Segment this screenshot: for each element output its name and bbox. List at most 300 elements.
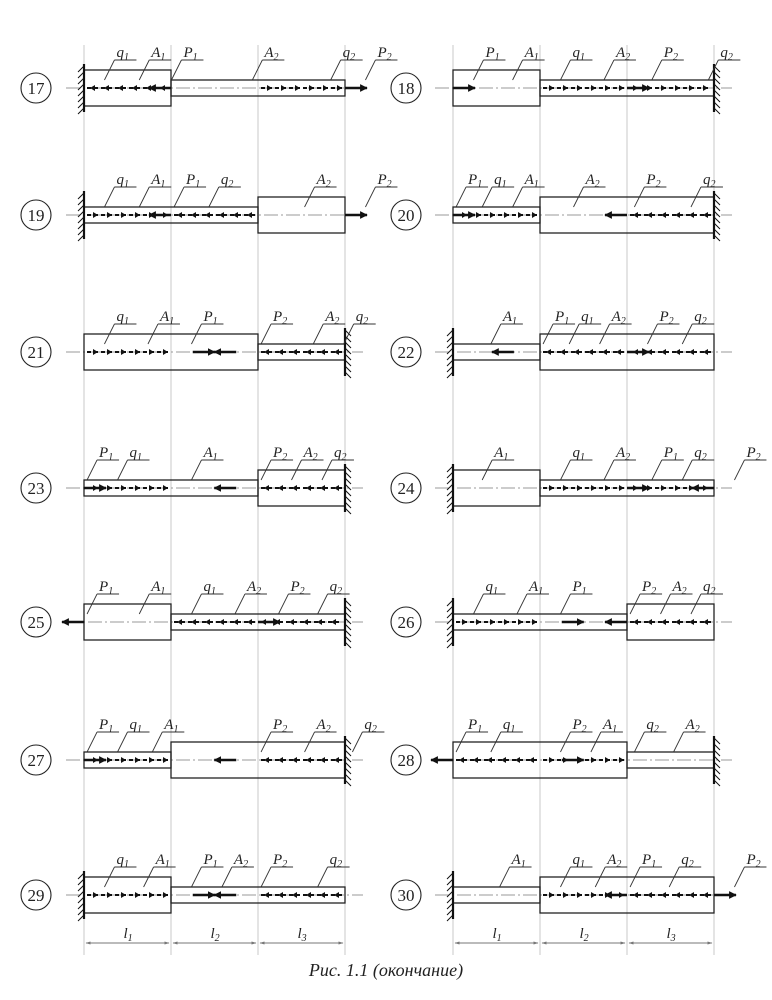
fixed-support-left: [78, 871, 84, 921]
scheme-number-badge: [391, 200, 421, 230]
label-text: $q_1$: [129, 445, 142, 463]
dimension-label: $l_1$: [123, 926, 133, 944]
load-arrowhead: [121, 349, 126, 355]
scheme-number: 28: [397, 751, 415, 770]
label-text: $q_1$: [502, 717, 516, 735]
label-text: $q_1$: [485, 579, 498, 597]
label-text: $q_2$: [646, 717, 659, 735]
load-arrowhead: [661, 212, 666, 218]
label-text: $P_2$: [273, 717, 288, 735]
scheme-number: 26: [397, 613, 415, 632]
load-arrowhead: [605, 485, 610, 491]
load-arrowhead: [149, 349, 154, 355]
label-leader: [456, 187, 466, 207]
dimension-label: $l_3$: [666, 926, 676, 944]
label-text: $P_2$: [663, 45, 678, 63]
load-arrowhead: [135, 757, 140, 763]
label-P2: [261, 852, 293, 887]
load-arrowhead: [295, 85, 300, 91]
dimension-label: $l_2$: [210, 926, 220, 944]
load-arrowhead: [191, 619, 196, 625]
label-leader: [517, 594, 527, 614]
label-P2: [647, 309, 679, 344]
fixed-support-right: [714, 736, 720, 786]
load-arrowhead: [563, 892, 568, 898]
label-P2: [634, 172, 666, 207]
scheme-number: 25: [27, 613, 45, 632]
load-arrowhead: [619, 85, 624, 91]
label-text: $q_1$: [116, 309, 129, 327]
label-leader: [313, 324, 323, 344]
label-q1: [569, 309, 601, 344]
label-text: $A_1$: [151, 45, 166, 63]
load-arrowhead: [689, 85, 694, 91]
fixed-support-right: [345, 598, 351, 648]
label-text: $q_1$: [129, 717, 142, 735]
label-text: $P_1$: [203, 852, 218, 870]
label-leader: [500, 867, 510, 887]
load-arrowhead: [703, 892, 708, 898]
load-arrowhead: [149, 892, 154, 898]
load-arrowhead: [93, 349, 98, 355]
scheme-number-badge: [21, 473, 51, 503]
load-arrowhead: [675, 212, 680, 218]
dimension-label: $l_1$: [492, 926, 502, 944]
label-text: $P_2$: [572, 717, 587, 735]
label-text: $A_1$: [524, 45, 539, 63]
figure-caption: Рис. 1.1 (окончание): [308, 960, 464, 980]
fixed-support-left: [447, 871, 453, 921]
label-text: $q_2$: [681, 852, 694, 870]
label-text: $q_2$: [355, 309, 369, 327]
load-arrowhead: [233, 212, 238, 218]
load-arrowhead: [616, 349, 621, 355]
load-arrowhead: [591, 892, 596, 898]
label-leader: [473, 594, 483, 614]
label-text: $q_1$: [116, 45, 129, 63]
fixed-support-left: [447, 464, 453, 514]
label-text: $A_1$: [164, 717, 179, 735]
label-A2: [235, 579, 267, 614]
scheme-18: [391, 45, 740, 114]
label-q2: [344, 309, 376, 344]
label-P2: [652, 45, 684, 80]
label-leader: [652, 60, 662, 80]
load-arrowhead: [490, 619, 495, 625]
scheme-21: [21, 309, 376, 378]
label-text: $q_2$: [329, 852, 343, 870]
label-P1: [87, 579, 119, 614]
label-text: $q_1$: [116, 172, 129, 190]
label-A1: [591, 717, 623, 752]
load-arrowhead: [490, 212, 495, 218]
scheme-29: [21, 852, 363, 921]
fixed-support-left: [447, 328, 453, 378]
label-text: $q_2$: [329, 579, 343, 597]
label-text: $A_1$: [511, 852, 526, 870]
label-leader: [171, 60, 181, 80]
label-P1: [87, 445, 119, 480]
label-A2: [604, 45, 636, 80]
load-arrowhead: [264, 349, 269, 355]
load-arrowhead: [703, 619, 708, 625]
label-leader: [318, 594, 328, 614]
load-arrowhead: [205, 212, 210, 218]
label-q1: [118, 445, 150, 480]
load-arrowhead: [577, 485, 582, 491]
label-text: $A_1$: [159, 309, 175, 327]
label-text: $P_2$: [377, 172, 392, 190]
load-arrowhead: [121, 485, 126, 491]
fixed-support-left: [78, 64, 84, 114]
load-arrowhead: [689, 619, 694, 625]
load-arrowhead: [337, 85, 342, 91]
load-arrowhead: [619, 757, 624, 763]
label-text: $A_2$: [607, 852, 622, 870]
load-arrowhead: [278, 349, 283, 355]
load-arrowhead: [135, 485, 140, 491]
load-arrowhead: [532, 619, 537, 625]
label-leader: [365, 187, 375, 207]
load-arrowhead: [107, 485, 112, 491]
load-arrowhead: [647, 212, 652, 218]
load-arrowhead: [462, 619, 467, 625]
label-A1: [148, 309, 180, 344]
load-arrowhead: [518, 619, 523, 625]
load-arrowhead: [529, 757, 534, 763]
load-arrowhead: [689, 212, 694, 218]
label-leader: [604, 60, 614, 80]
load-arrowhead: [121, 892, 126, 898]
label-text: $A_2$: [316, 172, 331, 190]
load-arrowhead: [574, 349, 579, 355]
load-arrowhead: [331, 619, 336, 625]
load-arrowhead: [605, 85, 610, 91]
label-q2: [209, 172, 241, 207]
label-q2: [669, 852, 701, 887]
label-q1: [560, 445, 592, 480]
label-P2: [734, 445, 766, 480]
load-arrowhead: [675, 892, 680, 898]
scheme-28: [391, 717, 732, 786]
label-A2: [674, 717, 706, 752]
label-text: $A_1$: [203, 445, 218, 463]
load-arrowhead: [93, 212, 98, 218]
label-leader: [278, 594, 288, 614]
label-A1: [491, 309, 523, 344]
label-leader: [235, 594, 245, 614]
label-leader: [191, 594, 201, 614]
load-arrowhead: [334, 892, 339, 898]
label-q1: [104, 45, 136, 80]
load-arrowhead: [323, 85, 328, 91]
label-text: $P_2$: [377, 45, 392, 63]
scheme-23: [21, 445, 363, 514]
label-text: $q_2$: [364, 717, 377, 735]
load-arrowhead: [267, 85, 272, 91]
load-arrowhead: [320, 485, 325, 491]
label-leader: [560, 460, 570, 480]
load-arrowhead: [317, 619, 322, 625]
label-leader: [560, 594, 570, 614]
label-text: $P_2$: [746, 852, 761, 870]
label-P2: [261, 717, 293, 752]
label-P2: [560, 717, 592, 752]
label-P1: [630, 852, 662, 887]
label-text: $P_2$: [642, 579, 657, 597]
load-arrowhead: [661, 892, 666, 898]
dimension-label: $l_2$: [579, 926, 589, 944]
scheme-24: [391, 445, 766, 514]
load-arrowhead: [90, 85, 95, 91]
scheme-number-badge: [391, 473, 421, 503]
load-arrowhead: [619, 485, 624, 491]
label-A1: [191, 445, 223, 480]
load-arrowhead: [546, 349, 551, 355]
label-q2: [682, 445, 714, 480]
fixed-support-right: [345, 464, 351, 514]
label-text: $P_1$: [642, 852, 657, 870]
load-arrowhead: [292, 485, 297, 491]
load-arrowhead: [549, 485, 554, 491]
load-arrowhead: [459, 757, 464, 763]
label-leader: [652, 460, 662, 480]
scheme-22: [391, 309, 732, 378]
label-text: $A_2$: [615, 45, 631, 63]
load-arrowhead: [289, 619, 294, 625]
load-arrowhead: [107, 212, 112, 218]
load-arrowhead: [177, 212, 182, 218]
label-A1: [139, 45, 171, 80]
label-text: $q_1$: [572, 445, 585, 463]
load-arrowhead: [661, 485, 666, 491]
load-arrowhead: [281, 85, 286, 91]
label-leader: [152, 732, 162, 752]
load-arrowhead: [588, 349, 593, 355]
scheme-number: 19: [27, 206, 45, 225]
load-arrowhead: [219, 212, 224, 218]
label-text: $P_1$: [99, 579, 114, 597]
load-arrowhead: [473, 757, 478, 763]
label-text: $q_1$: [203, 579, 216, 597]
label-q2: [331, 45, 363, 80]
label-leader: [682, 460, 692, 480]
load-arrowhead: [163, 892, 168, 898]
load-arrowhead: [549, 892, 554, 898]
load-arrowhead: [278, 485, 283, 491]
label-leader: [87, 732, 97, 752]
label-q1: [473, 579, 505, 614]
load-arrowhead: [149, 757, 154, 763]
scheme-25: [21, 579, 363, 648]
scheme-number: 21: [27, 343, 45, 362]
load-arrowhead: [135, 349, 140, 355]
scheme-number-badge: [21, 607, 51, 637]
label-text: $P_2$: [273, 445, 288, 463]
load-arrowhead: [487, 757, 492, 763]
label-P2: [734, 852, 766, 887]
scheme-number-badge: [391, 607, 421, 637]
label-P1: [456, 172, 488, 207]
label-text: $A_1$: [502, 309, 518, 327]
label-text: $P_2$: [273, 309, 288, 327]
label-text: $P_1$: [468, 717, 483, 735]
load-arrowhead: [303, 619, 308, 625]
label-leader: [118, 460, 128, 480]
load-arrowhead: [107, 757, 112, 763]
label-leader: [87, 460, 97, 480]
label-P1: [560, 579, 592, 614]
label-text: $A_2$: [316, 717, 331, 735]
label-q1: [104, 852, 136, 887]
label-P2: [365, 45, 397, 80]
load-arrowhead: [132, 85, 137, 91]
label-A1: [152, 717, 184, 752]
load-arrowhead: [675, 85, 680, 91]
label-leader: [331, 60, 341, 80]
load-arrowhead: [334, 349, 339, 355]
label-text: $P_2$: [273, 852, 288, 870]
load-arrowhead: [264, 485, 269, 491]
label-text: $P_2$: [290, 579, 305, 597]
scheme-number-badge: [21, 337, 51, 367]
label-A2: [252, 45, 284, 80]
label-leader: [734, 867, 744, 887]
load-arrowhead: [577, 892, 582, 898]
label-q1: [491, 717, 523, 752]
scheme-number-badge: [21, 200, 51, 230]
label-A1: [482, 445, 514, 480]
label-leader: [513, 187, 523, 207]
label-text: $A_2$: [685, 717, 700, 735]
label-A1: [517, 579, 549, 614]
label-A2: [661, 579, 693, 614]
label-A2: [292, 445, 324, 480]
fixed-support-right: [714, 64, 720, 114]
load-arrowhead: [476, 212, 481, 218]
label-A2: [574, 172, 606, 207]
load-arrowhead: [515, 757, 520, 763]
load-arrowhead: [689, 349, 694, 355]
label-text: $q_2$: [333, 445, 347, 463]
load-arrowhead: [675, 349, 680, 355]
load-arrowhead: [703, 212, 708, 218]
load-arrowhead: [532, 212, 537, 218]
dimension-lines: [86, 926, 712, 944]
label-A1: [139, 172, 171, 207]
label-text: $q_2$: [694, 445, 707, 463]
load-arrowhead: [320, 349, 325, 355]
label-text: $q_2$: [694, 309, 707, 327]
label-text: $A_1$: [602, 717, 618, 735]
load-arrowhead: [135, 892, 140, 898]
load-arrowhead: [104, 85, 109, 91]
label-text: $A_2$: [264, 45, 279, 63]
label-q2: [691, 172, 723, 207]
scheme-number-badge: [391, 73, 421, 103]
scheme-30: [391, 852, 766, 921]
label-A2: [313, 309, 345, 344]
label-text: $P_2$: [646, 172, 661, 190]
label-leader: [734, 460, 744, 480]
label-text: $A_1$: [155, 852, 170, 870]
scheme-number-badge: [21, 745, 51, 775]
load-arrowhead: [661, 85, 666, 91]
load-arrowhead: [647, 892, 652, 898]
label-text: $q_2$: [702, 172, 716, 190]
label-text: $P_1$: [203, 309, 218, 327]
schemes-layer: [21, 45, 766, 921]
load-arrowhead: [107, 892, 112, 898]
load-arrowhead: [549, 757, 554, 763]
fixed-support-right: [345, 736, 351, 786]
scheme-number: 27: [27, 751, 45, 770]
scheme-19: [21, 172, 397, 241]
load-arrowhead: [163, 349, 168, 355]
label-text: $P_1$: [663, 445, 678, 463]
load-arrowhead: [93, 892, 98, 898]
label-text: $A_1$: [151, 579, 166, 597]
label-text: $A_1$: [151, 172, 166, 190]
label-q2: [691, 579, 723, 614]
label-leader: [261, 324, 271, 344]
load-arrowhead: [247, 619, 252, 625]
label-q1: [104, 172, 136, 207]
load-arrowhead: [292, 349, 297, 355]
load-arrowhead: [605, 757, 610, 763]
label-text: $A_2$: [615, 445, 631, 463]
scheme-number: 18: [397, 79, 415, 98]
load-arrowhead: [107, 349, 112, 355]
label-text: $A_2$: [303, 445, 318, 463]
load-arrowhead: [591, 757, 596, 763]
label-P1: [543, 309, 575, 344]
load-arrowhead: [309, 85, 314, 91]
load-arrowhead: [233, 619, 238, 625]
label-A2: [595, 852, 627, 887]
label-leader: [174, 187, 184, 207]
label-leader: [252, 60, 262, 80]
load-arrowhead: [661, 619, 666, 625]
label-q2: [322, 445, 354, 480]
label-leader: [604, 460, 614, 480]
label-text: $A_2$: [246, 579, 262, 597]
label-q2: [352, 717, 384, 752]
label-P1: [473, 45, 505, 80]
scheme-number-badge: [21, 73, 51, 103]
fixed-support-right: [714, 191, 720, 241]
label-text: $P_1$: [572, 579, 587, 597]
label-leader: [674, 732, 684, 752]
load-arrowhead: [292, 892, 297, 898]
load-arrowhead: [633, 619, 638, 625]
label-text: $A_1$: [524, 172, 539, 190]
load-arrowhead: [504, 619, 509, 625]
label-q1: [482, 172, 514, 207]
load-arrowhead: [177, 619, 182, 625]
label-text: $P_2$: [746, 445, 761, 463]
load-arrowhead: [560, 349, 565, 355]
load-arrowhead: [121, 212, 126, 218]
label-text: $P_2$: [659, 309, 674, 327]
label-leader: [560, 60, 570, 80]
label-P2: [630, 579, 662, 614]
label-text: $q_2$: [702, 579, 716, 597]
load-arrowhead: [703, 85, 708, 91]
label-leader: [104, 187, 114, 207]
label-leader: [352, 732, 362, 752]
load-arrowhead: [577, 85, 582, 91]
